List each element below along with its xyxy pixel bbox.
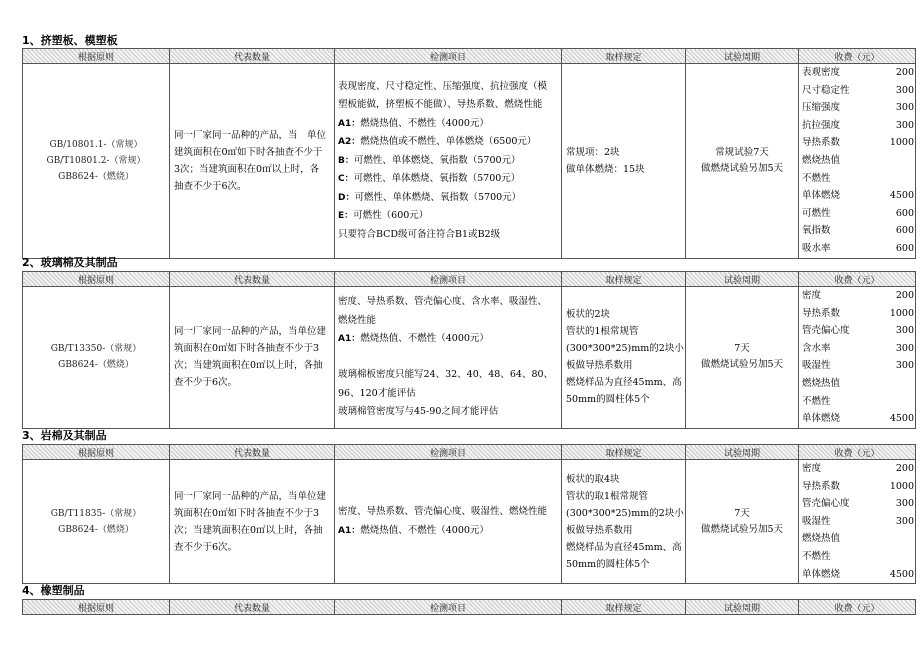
test-line: C：可燃性、单体燃烧、氧指数（5700元） [338,173,521,185]
fee-row: 单体燃烧 4500 [802,413,914,425]
table-row [23,64,916,259]
sampling-line: 常规项：2块 [566,146,620,158]
quantity-line: 抽查不少于6次。 [174,180,247,192]
test-line: 只要符合BCD级可备注符合B1或B2级 [338,228,501,240]
quantity-line: 筑面积在0㎡如下时各抽查不少于3 [174,507,320,519]
header-basis: 根据原则 [23,445,170,460]
header-tests: 检测项目 [335,49,562,64]
fee-row: 压缩强度 300 [802,102,914,114]
quantity-line: 同一厂家同一品种的产品，当单位建 [174,326,327,338]
sampling-line: 50mm的圆柱体5个 [566,394,650,406]
fee-row: 抗拉强度 300 [802,119,914,131]
sampling-line: 管状的1根常规管 [566,326,639,338]
section-3-table [22,444,916,584]
quantity-line: 次；当建筑面积在0㎡以上时，各抽 [174,524,323,536]
test-line: 玻璃棉管密度写与45-90之间才能评估 [338,406,499,418]
header-period: 试验周期 [686,600,799,615]
header-row [23,445,916,460]
header-fees: 收费（元） [799,272,916,287]
header-basis: 根据原则 [23,600,170,615]
test-line: B：可燃性、单体燃烧、氧指数（5700元） [338,154,521,166]
header-tests: 检测项目 [335,272,562,287]
fee-row: 氧指数 600 [802,225,914,237]
fees-cell [799,460,916,584]
sampling-line: (300*300*25)mm的2块小 [566,507,684,519]
test-line: A1：燃烧热值、不燃性（4000元） [338,117,489,129]
fee-row: 导热系数 1000 [802,137,914,149]
fee-row: 密度 200 [802,290,914,301]
header-row [23,272,916,287]
period-line: 常规试验7天 [715,146,769,158]
header-tests: 检测项目 [335,445,562,460]
test-line: 玻璃棉板密度只能写24、32、40、48、64、80、 [338,369,554,381]
header-quantity: 代表数量 [170,49,335,64]
period-line: 做燃烧试验另加5天 [700,359,784,371]
test-line: 表现密度、尺寸稳定性、压缩强度、抗拉强度（模 [338,80,548,92]
sampling-line: 板做导热系数用 [566,524,633,536]
tests-cell [335,64,562,259]
quantity-cell [170,287,335,429]
header-sampling: 取样规定 [562,49,686,64]
period-cell [686,460,799,584]
test-line: 96、120才能评估 [338,387,416,399]
header-sampling: 取样规定 [562,445,686,460]
fee-row: 吸湿性 300 [802,360,914,372]
sampling-cell [562,287,686,429]
section-2-title: 2、玻璃棉及其制品 [22,256,118,269]
quantity-line: 查不少于6次。 [174,377,238,389]
period-line: 7天 [734,343,750,355]
basis-line: GB8624-（燃烧） [58,171,134,182]
test-line: E：可燃性（600元） [338,210,429,222]
blank-line [338,349,558,367]
basis-cell [23,287,170,429]
section-1-title: 1、挤塑板、模塑板 [22,34,118,47]
header-basis: 根据原则 [23,272,170,287]
fees-cell [799,64,916,259]
quantity-line: 次；当建筑面积在0㎡以上时，各抽 [174,360,323,372]
tests-cell [335,460,562,584]
header-quantity: 代表数量 [170,445,335,460]
sampling-line: 板状的取4块 [566,473,620,485]
quantity-line: 同一厂家同一品种的产品，当 单位 [174,129,327,141]
basis-line: GB/T10801.2-（常规） [46,155,146,166]
fee-row: 可燃性 600 [802,207,914,219]
test-line: 密度、导热系数、管壳偏心度、吸湿性、燃烧性能 [338,506,548,518]
fee-row: 不燃性 [802,550,831,562]
header-period: 试验周期 [686,272,799,287]
test-line: A1：燃烧热值、不燃性（4000元） [338,524,489,536]
basis-line: GB/T11835-（常规） [50,508,142,519]
test-line: 塑板能做，挤塑板不能做）、导热系数、燃烧性能 [338,99,543,111]
fee-row: 导热系数 1000 [802,480,914,492]
sampling-line: 管状的取1根常规管 [566,490,649,502]
fees-cell [799,287,916,429]
section-2-table [22,271,916,429]
fee-row: 燃烧热值 [802,377,841,389]
test-line: A2：燃烧热值或不燃性、单体燃烧（6500元） [338,136,537,148]
fee-row: 燃烧热值 [802,533,841,545]
quantity-cell [170,64,335,259]
fee-row: 管壳偏心度 300 [802,325,914,337]
fee-row: 含水率 300 [802,342,914,354]
period-cell [686,287,799,429]
quantity-line: 建筑面积在0㎡如下时各抽查不少于 [174,146,323,158]
test-line: 密度、导热系数、管壳偏心度、含水率、吸湿性、 [338,296,548,308]
header-basis: 根据原则 [23,49,170,64]
period-line: 7天 [734,507,750,519]
basis-line: GB/T13350-（常规） [50,344,142,355]
header-tests: 检测项目 [335,600,562,615]
fee-row: 密度 200 [802,463,914,474]
sampling-line: 板做导热系数用 [566,360,633,372]
fee-row: 吸湿性 300 [802,515,914,527]
header-fees: 收费（元） [799,49,916,64]
fee-row: 单体燃烧 4500 [802,190,914,202]
fee-row: 不燃性 [802,395,831,407]
fee-row: 尺寸稳定性 300 [802,84,914,96]
sampling-line: 燃烧样品为直径45mm、高 [566,377,682,389]
basis-line: GB/10801.1-（常规） [49,139,143,150]
fee-row: 吸水率 600 [802,242,914,254]
sampling-line: 做单体燃烧：15块 [566,163,645,175]
header-row [23,600,916,615]
fee-row: 单体燃烧 4500 [802,568,914,580]
header-sampling: 取样规定 [562,600,686,615]
basis-cell [23,64,170,259]
basis-line: GB8624-（燃烧） [58,524,134,535]
basis-cell [23,460,170,584]
fee-row: 不燃性 [802,172,831,184]
header-fees: 收费（元） [799,600,916,615]
fee-row: 管壳偏心度 300 [802,498,914,510]
section-4-title: 4、橡塑制品 [22,584,85,597]
header-row [23,49,916,64]
sampling-line: 50mm的圆柱体5个 [566,558,650,570]
section-1-table [22,48,916,259]
header-period: 试验周期 [686,49,799,64]
table-row [23,460,916,584]
sampling-line: 板状的2块 [566,309,611,321]
period-cell [686,64,799,259]
quantity-line: 查不少于6次。 [174,541,238,553]
quantity-line: 筑面积在0㎡如下时各抽查不少于3 [174,343,320,355]
test-line: 燃烧性能 [338,314,377,326]
header-fees: 收费（元） [799,445,916,460]
sampling-cell [562,64,686,259]
quantity-line: 同一厂家同一品种的产品，当单位建 [174,490,327,502]
table-row [23,287,916,429]
section-3-title: 3、岩棉及其制品 [22,429,107,442]
sampling-cell [562,460,686,584]
header-quantity: 代表数量 [170,272,335,287]
period-line: 做燃烧试验另加5天 [700,162,784,174]
test-line: D：可燃性、单体燃烧、氧指数（5700元） [338,191,522,203]
quantity-line: 3次；当建筑面积在0㎡以上时，各 [174,163,320,175]
sampling-line: 燃烧样品为直径45mm、高 [566,541,682,553]
fee-row: 导热系数 1000 [802,307,914,319]
header-quantity: 代表数量 [170,600,335,615]
period-line: 做燃烧试验另加5天 [700,523,784,535]
header-period: 试验周期 [686,445,799,460]
tests-cell [335,287,562,429]
fee-row: 表观密度 200 [802,67,914,78]
fee-row: 燃烧热值 [802,154,841,166]
section-4-table [22,599,916,615]
header-sampling: 取样规定 [562,272,686,287]
test-line: A1：燃烧热值、不燃性（4000元） [338,333,489,345]
quantity-cell [170,460,335,584]
sampling-line: (300*300*25)mm的2块小 [566,343,684,355]
basis-line: GB8624-（燃烧） [58,360,134,371]
